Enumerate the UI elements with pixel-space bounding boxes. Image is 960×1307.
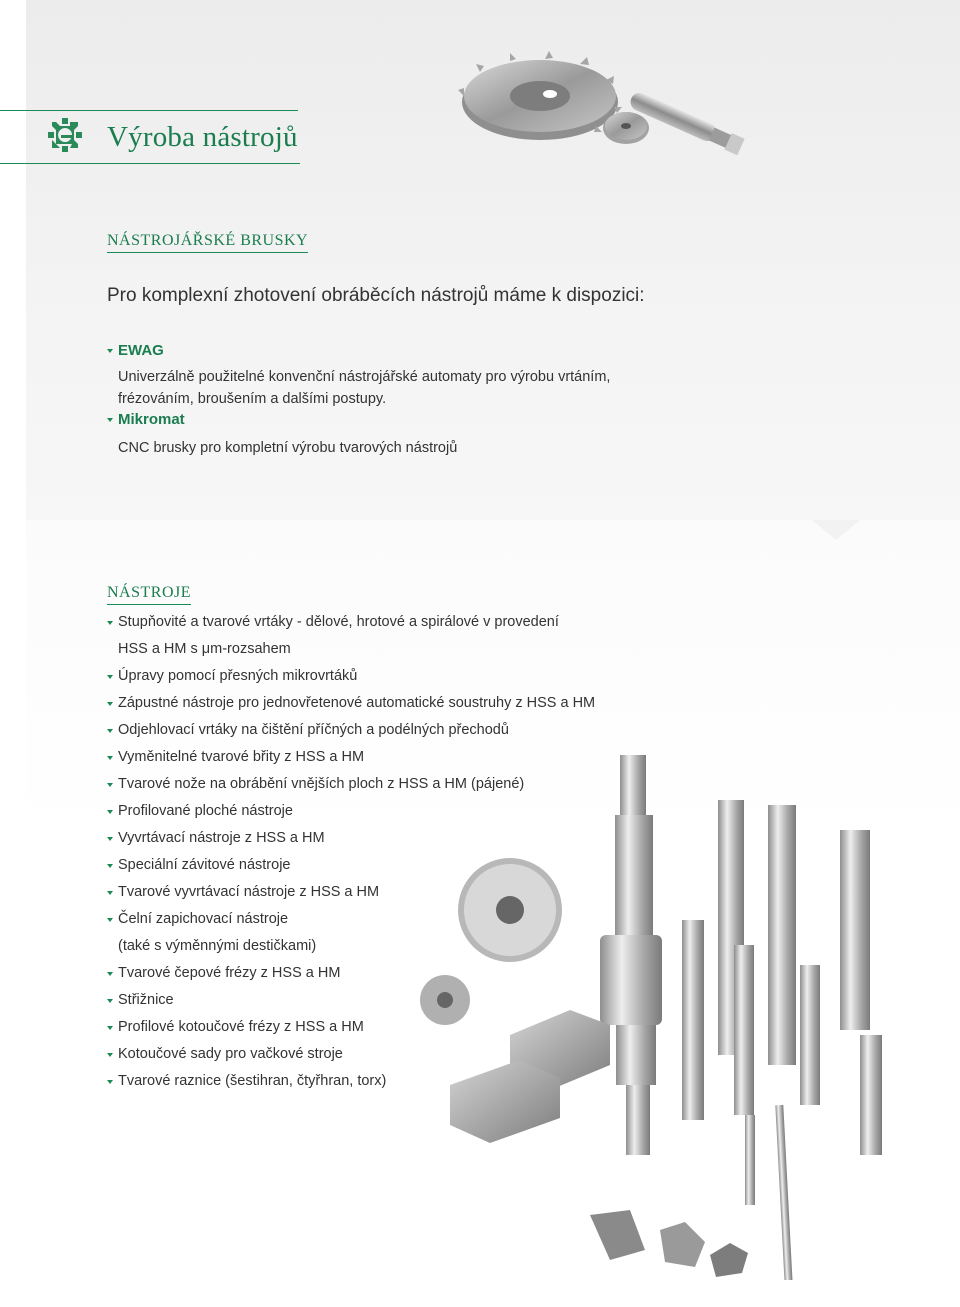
list-item: Kotoučové sady pro vačkové stroje [107,1041,627,1068]
list-item-continuation: HSS a HM s μm-rozsahem [118,641,291,657]
triangle-down-bullet-icon [107,918,113,922]
machine-desc-line: Univerzálně použitelné konvenční nástrojářské automaty pro výrobu vrtáním, [118,369,611,385]
intro-text: Pro komplexní zhotovení obráběcích nástrojů máme k dispozici: [107,285,645,306]
triangle-down-bullet-icon [107,675,113,679]
list-item: Profilované ploché nástroje [107,798,627,825]
triangle-down-bullet-icon [107,702,113,706]
list-item: Čelní zapichovací nástroje [107,906,627,933]
triangle-down-bullet-icon [107,349,113,353]
triangle-down-bullet-icon [107,999,113,1003]
list-item: Tvarové nože na obrábění vnějších ploch z HSS a HM (pájené) [107,771,627,798]
list-item: Tvarové čepové frézy z HSS a HM [107,960,627,987]
header-rule-bottom [0,163,300,164]
section-heading-grinders: NÁSTROJÁŘSKÉ BRUSKY [107,232,308,253]
triangle-down-bullet-icon [107,783,113,787]
triangle-down-bullet-icon [107,729,113,733]
section-heading-tools: NÁSTROJE [107,584,191,605]
triangle-down-bullet-icon [107,837,113,841]
triangle-down-bullet-icon [107,756,113,760]
triangle-down-bullet-icon [107,1026,113,1030]
header-rule-top [0,110,298,111]
cutter-tools-photo [440,50,860,190]
list-item: Vyměnitelné tvarové břity z HSS a HM [107,744,627,771]
list-item: Vyvrtávací nástroje z HSS a HM [107,825,627,852]
machine-desc-mikromat [107,435,667,462]
machine-name-mikromat: Mikromat [107,409,667,431]
list-item: Střižnice [107,987,627,1014]
list-item: Tvarové raznice (šestihran, čtyřhran, torx) [107,1068,627,1095]
list-item: Profilové kotoučové frézy z HSS a HM [107,1014,627,1041]
page-title: Výroba nástrojů [107,121,298,153]
triangle-down-bullet-icon [107,418,113,422]
list-item: Úpravy pomocí přesných mikrovrtáků [107,663,627,690]
list-item-continuation: (také s výměnnými destičkami) [118,938,317,954]
list-item: Zápustné nástroje pro jednovřetenové automatické soustruhy z HSS a HM [107,690,627,717]
tools-collection-photo [420,745,940,1280]
machine-desc-line: frézováním, broušením a dalšími postupy. [118,391,387,407]
list-item: Tvarové vyvrtávací nástroje z HSS a HM [107,879,627,906]
triangle-down-bullet-icon [107,621,113,625]
machine-desc-line: CNC brusky pro kompletní výrobu tvarových nástrojů [118,440,458,456]
gear-logo-icon [48,118,82,152]
list-item: Odjehlovací vrtáky na čištění příčných a podélných přechodů [107,717,627,744]
triangle-down-bullet-icon [107,864,113,868]
machine-list [107,340,667,462]
triangle-down-bullet-icon [107,972,113,976]
list-item: Stupňovité a tvarové vrtáky - dělové, hrotové a spirálové v provedení [107,609,627,636]
triangle-down-bullet-icon [107,810,113,814]
triangle-down-bullet-icon [107,1080,113,1084]
panel-notch [812,520,860,540]
machine-desc-ewag [107,364,667,407]
list-item: Speciální závitové nástroje [107,852,627,879]
machine-name-ewag: EWAG [107,340,667,362]
triangle-down-bullet-icon [107,1053,113,1057]
triangle-down-bullet-icon [107,891,113,895]
